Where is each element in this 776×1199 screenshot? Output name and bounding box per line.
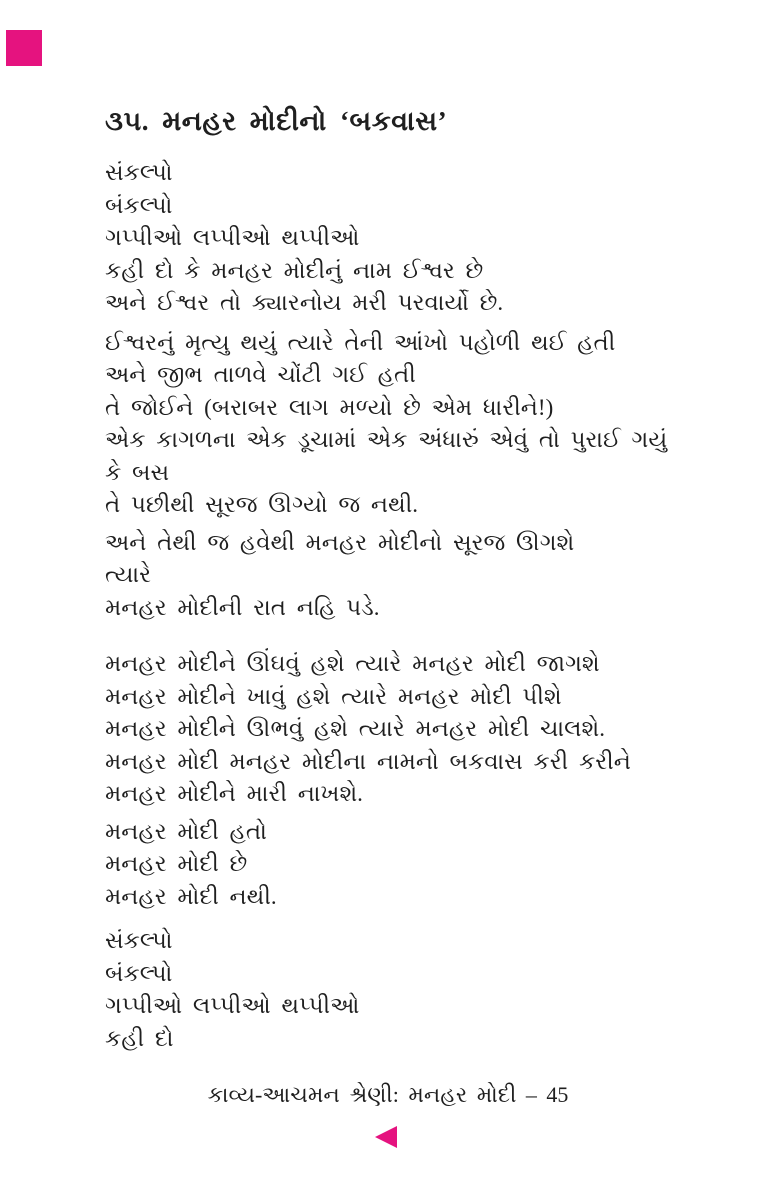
poem-line: મનહર મોદી છે xyxy=(105,851,248,876)
stanza-1 xyxy=(105,157,746,320)
poem-line: તે પછીથી સૂરજ ઊગ્યો જ નથી. xyxy=(105,492,419,517)
stanza-3 xyxy=(105,527,746,625)
poem-line: તે જોઈને (બરાબર લાગ મળ્યો છે એમ ધારીને!) xyxy=(105,394,554,420)
poem-line: બંકલ્પો xyxy=(105,192,173,218)
poem-line: ગપ્પીઓ લપ્પીઓ થપ્પીઓ xyxy=(105,993,360,1018)
stanza-5 xyxy=(105,816,746,914)
poem-text-column xyxy=(105,103,746,1055)
poem-line: મનહર મોદીને ઊભવું હશે ત્યારે મનહર મોદી ચાલશે. xyxy=(105,716,605,741)
poem-line: સંકલ્પો xyxy=(105,160,173,185)
previous-page-triangle-icon[interactable] xyxy=(375,1126,397,1148)
poem-line: મનહર મોદીને ખાવું હશે ત્યારે મનહર મોદી પીશે xyxy=(105,683,562,709)
poem-line: બંકલ્પો xyxy=(105,960,173,986)
poem-line: ઈશ્વરનું મૃત્યુ થયું ત્યારે તેની આંખો પહોળી થઈ હતી xyxy=(105,329,616,355)
footer-series-caption: કાવ્ય-આચમન શ્રેણી: મનહર મોદી – 45 xyxy=(207,1082,569,1107)
poem-line: મનહર મોદી હતો xyxy=(105,818,267,844)
poem-line: અને તેથી જ હવેથી મનહર મોદીનો સૂરજ ઊગશે xyxy=(105,529,575,555)
poem-line: અને જીભ તાળવે ચોંટી ગઈ હતી xyxy=(105,362,416,387)
stanza-2 xyxy=(105,327,746,522)
poem-line: ગપ્પીઓ લપ્પીઓ થપ્પીઓ xyxy=(105,225,360,250)
pink-corner-marker xyxy=(6,30,42,66)
poem-line: એક કાગળના એક ડૂચામાં એક અંધારું એવું તો પુરાઈ ગયું xyxy=(105,427,668,452)
poem-line: કહી દો xyxy=(105,1025,174,1051)
poem-line: સંકલ્પો xyxy=(105,928,173,953)
poem-line: કહી દો કે મનહર મોદીનું નામ ઈશ્વર છે xyxy=(105,257,484,283)
poem-line: મનહર મોદીને મારી નાખશે. xyxy=(105,781,363,806)
poem-title: ૩૫. મનહર મોદીનો ‘બકવાસ’ xyxy=(105,106,448,136)
poem-line: મનહર મોદીને ઊંઘવું હશે ત્યારે મનહર મોદી જાગશે xyxy=(105,651,600,676)
poem-line: મનહર મોદી મનહર મોદીના નામનો બકવાસ કરી કરીને xyxy=(105,748,631,774)
poem-line: કે બસ xyxy=(105,459,170,485)
poem-line: મનહર મોદીની રાત નહિ પડે. xyxy=(105,594,380,620)
poem-line: મનહર મોદી નથી. xyxy=(105,883,277,909)
stanza-4 xyxy=(105,648,746,811)
stanza-6 xyxy=(105,925,746,1055)
poem-line: અને ઈશ્વર તો ક્યારનોય મરી પરવાર્યો છે. xyxy=(105,290,504,315)
poem-line: ત્યારે xyxy=(105,562,151,587)
